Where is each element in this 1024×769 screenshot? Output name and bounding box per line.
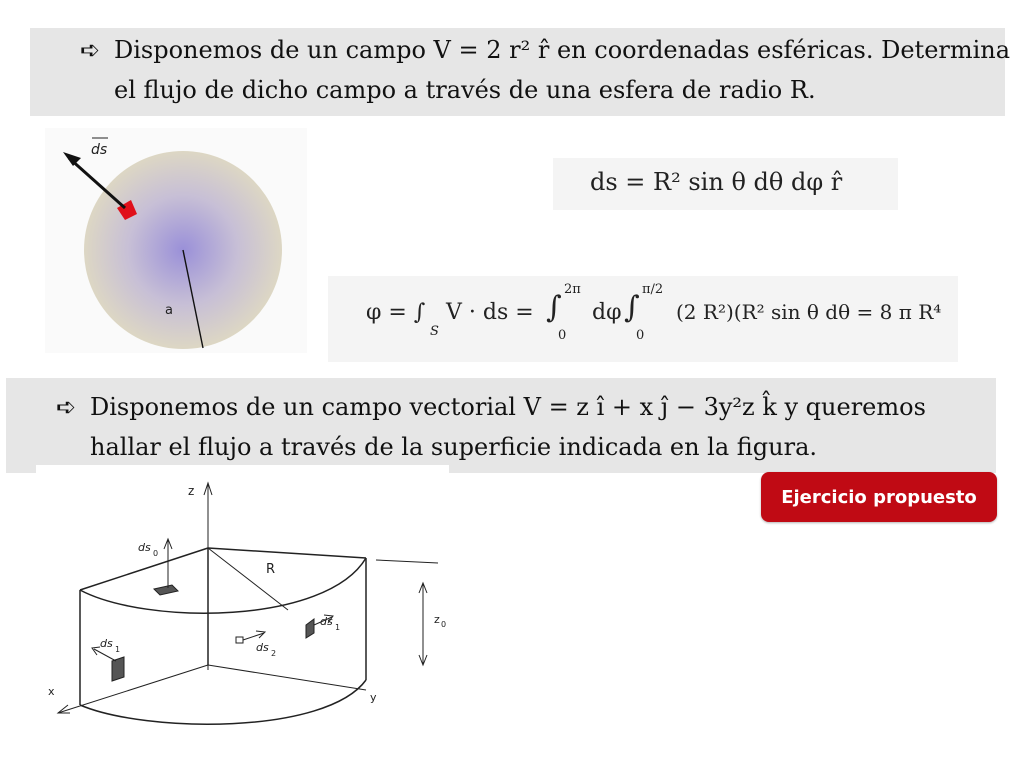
ds3-label: ds xyxy=(320,615,333,628)
y-axis xyxy=(208,665,366,690)
sphere-figure xyxy=(45,128,307,353)
pointing-hand-icon: ➪ xyxy=(80,36,101,64)
flux-int3: ∫ xyxy=(624,290,640,325)
ds1-label: ds xyxy=(100,637,113,650)
bottom-arc xyxy=(80,680,366,724)
arrowhead-icon xyxy=(63,152,81,166)
ds1-subscript: 1 xyxy=(115,645,121,654)
ds0-patch xyxy=(154,585,178,595)
flux-dphi: dφ xyxy=(592,300,622,325)
radius-label: a xyxy=(165,303,173,318)
ds2-subscript: 2 xyxy=(271,649,277,658)
ds1-arrowhead-icon xyxy=(92,647,100,655)
z0-top-tick xyxy=(376,560,438,563)
top-arc xyxy=(80,558,366,613)
sphere-figure-panel xyxy=(45,128,307,353)
problem-1-text: ➪ Disponemos de un campo V = 2 r² r̂ en coordenadas esféricas. Determina el flujo de dicho campo a través de una esfera de radio R. xyxy=(80,30,1010,110)
z0-subscript: 0 xyxy=(441,620,447,629)
formula-ds: ds = R² sin θ dθ dφ r̂ xyxy=(590,168,843,196)
ds0-label: ds xyxy=(138,541,151,554)
radius-R-label: R xyxy=(266,562,276,577)
flux-lhs: φ = ∫ xyxy=(366,300,426,325)
cylinder-figure xyxy=(36,465,449,765)
cylinder-figure-panel xyxy=(36,465,449,765)
flux-low3: 0 xyxy=(636,328,645,343)
z-axis-label: z xyxy=(188,484,195,498)
ds2-patch xyxy=(236,637,243,643)
top-edge-left xyxy=(80,548,208,590)
flux-int2: ∫ xyxy=(546,290,562,325)
flux-up3: π/2 xyxy=(642,282,664,297)
flux-up2: 2π xyxy=(564,282,581,297)
flux-rest: (2 R²)(R² sin θ dθ = 8 π R⁴ xyxy=(676,300,942,324)
y-axis-label: y xyxy=(370,691,377,704)
radius-R-line xyxy=(208,548,288,610)
ds0-subscript: 0 xyxy=(153,549,159,558)
top-edge-right xyxy=(208,548,366,558)
z0-label: z xyxy=(434,613,440,626)
flux-sub-s: S xyxy=(430,324,439,339)
x-axis-label: x xyxy=(48,685,55,698)
ejercicio-propuesto-badge[interactable]: Ejercicio propuesto xyxy=(761,472,997,522)
flux-dot: V · ds = xyxy=(446,300,534,325)
x-axis-arrowhead-icon xyxy=(58,705,70,713)
ds2-label: ds xyxy=(256,641,269,654)
flux-low2: 0 xyxy=(558,328,567,343)
ds1-arrow xyxy=(94,649,116,661)
problem-2-text: ➪ Disponemos de un campo vectorial V = z ı̂ + x ȷ̂ − 3y²z k̂ y queremos hallar el flujo a través de la superficie indicada en la figura. xyxy=(56,387,986,467)
ds3-subscript: 1 xyxy=(335,623,341,632)
ds-label: ds xyxy=(91,142,108,158)
pointing-hand-icon: ➪ xyxy=(56,393,77,421)
ds3-patch xyxy=(306,619,314,638)
ds1-patch xyxy=(112,657,124,681)
